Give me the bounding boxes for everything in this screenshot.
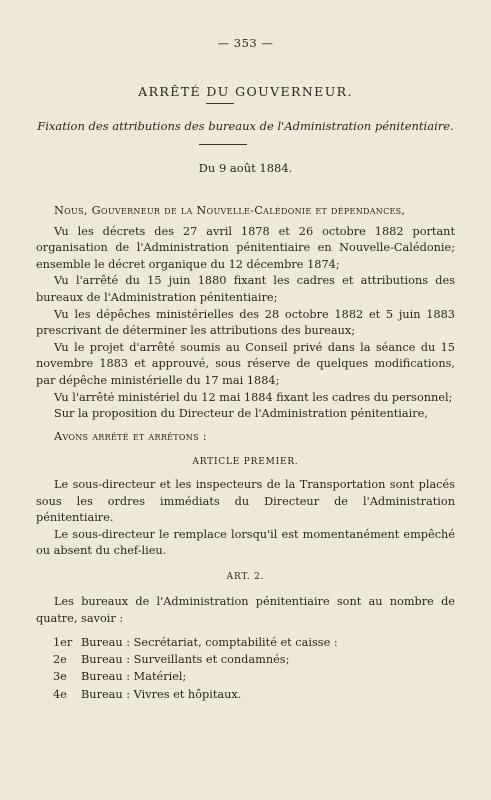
document-body bbox=[36, 203, 455, 703]
article-1-heading: ARTICLE PREMIER. bbox=[192, 457, 299, 468]
decree-title: ARRÊTÉ DU GOUVERNEUR. bbox=[138, 84, 353, 99]
consideration: Vu l'arrêté ministériel du 12 mai 1884 fixant les cadres du personnel; bbox=[54, 390, 453, 404]
list-item: 3e Bureau : Matériel; bbox=[53, 670, 187, 684]
decree-date: Du 9 août 1884. bbox=[198, 161, 293, 175]
decree-formula: Avons arrêté et arrêtons : bbox=[54, 429, 207, 443]
list-item: 2e Bureau : Surveillants et condamnés; bbox=[53, 653, 290, 667]
list-item: 1er Bureau : Secrétariat, comptabilité et caisse : bbox=[53, 635, 338, 649]
article-2-intro: Les bureaux de l'Administration pénitentiaire sont au nombre de quatre, savoir : bbox=[36, 595, 455, 626]
governor-line: Nous, Gouverneur de la Nouvelle-Calédonie et dépendances, bbox=[54, 204, 406, 217]
decree-subtitle: Fixation des attributions des bureaux de l'Administration pénitentiaire. bbox=[37, 119, 454, 133]
consideration: Sur la proposition du Directeur de l'Administration pénitentiaire, bbox=[54, 407, 428, 421]
consideration: Vu l'arrêté du 15 juin 1880 fixant les cadres et attributions des bureaux de l'Administration pénitentiaire; bbox=[36, 274, 455, 304]
article-1-paragraph: Le sous-directeur le remplace lorsqu'il est momentanément empêché ou absent du chef-lieu. bbox=[36, 527, 455, 558]
list-item: 4e Bureau : Vivres et hôpitaux. bbox=[53, 687, 242, 701]
bureau-list bbox=[36, 634, 455, 704]
article-1-paragraph: Le sous-directeur et les inspecteurs de la Transportation sont placés sous les ordres immédiats du Directeur de l'Administration pénitentiaire. bbox=[36, 477, 455, 525]
article-2-heading: ART. 2. bbox=[226, 571, 265, 582]
subtitle-rule bbox=[199, 144, 247, 145]
page-number: — 353 — bbox=[217, 36, 274, 50]
consideration: Vu les décrets des 27 avril 1878 et 26 octobre 1882 portant organisation de l'Administration pénitentiaire en Nouvelle-Calédonie; ensemble le décret organique du 12 décembre 1874; bbox=[36, 224, 455, 271]
title-rule bbox=[206, 103, 234, 104]
consideration: Vu le projet d'arrêté soumis au Conseil privé dans la séance du 15 novembre 1883 et approuvé, sous réserve de quelques modifications, par dépêche ministérielle du 17 mai 1884; bbox=[36, 340, 455, 387]
consideration: Vu les dépêches ministérielles des 28 octobre 1882 et 5 juin 1883 prescrivant de déterminer les attributions des bureaux; bbox=[36, 307, 455, 338]
